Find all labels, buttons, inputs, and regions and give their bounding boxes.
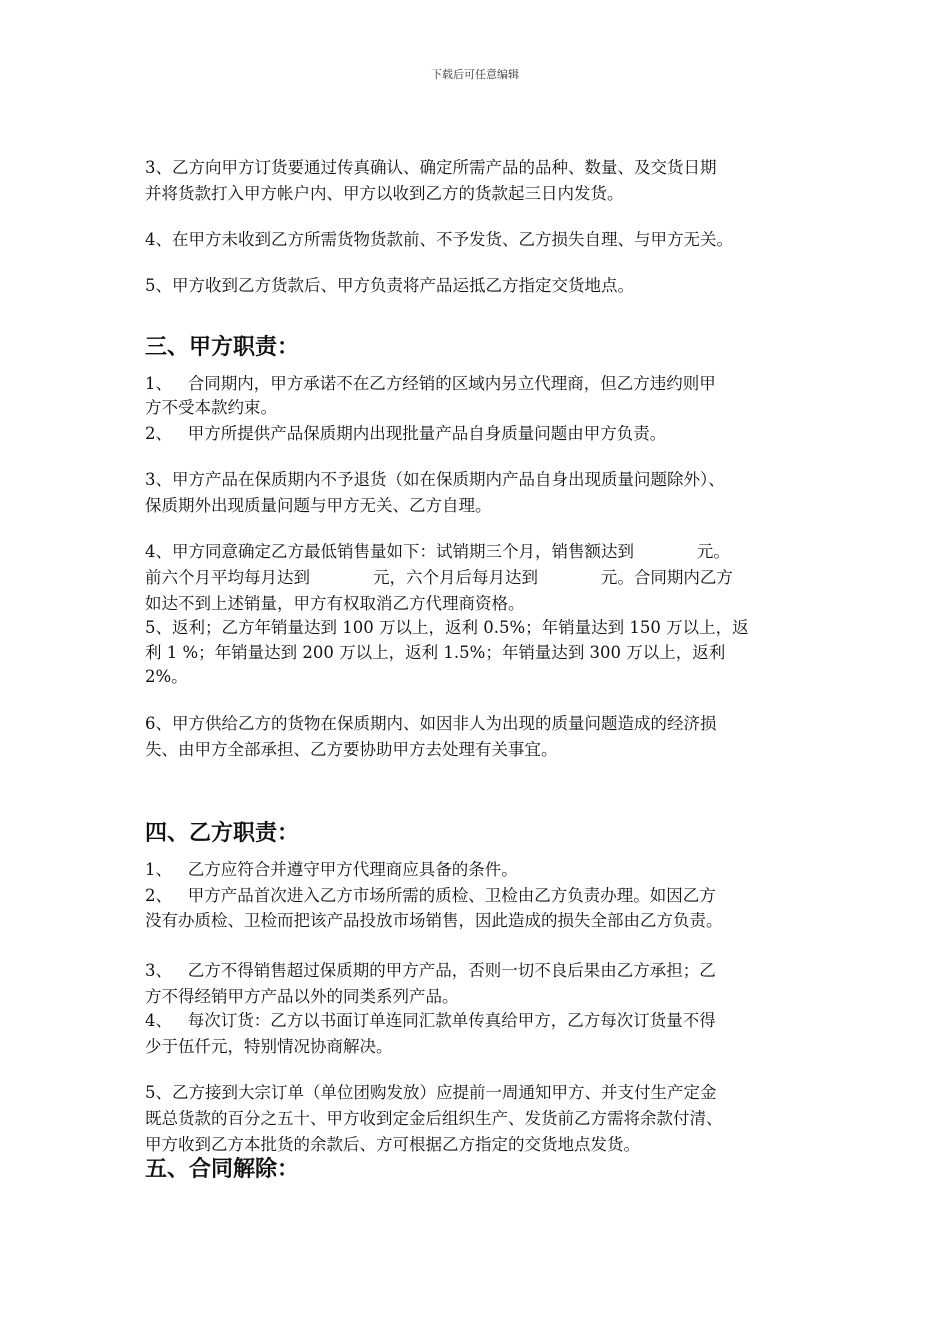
clause-line: 3、甲方产品在保质期内不予退货（如在保质期内产品自身出现质量问题除外）、 <box>145 470 725 489</box>
clause-line: 5、乙方接到大宗订单（单位团购发放）应提前一周通知甲方、并支付生产定金 <box>145 1083 717 1102</box>
clause-line: 前六个月平均每月达到 元，六个月后每月达到 元。合同期内乙方 <box>145 568 733 587</box>
clause-line: 如达不到上述销量，甲方有权取消乙方代理商资格。 <box>145 594 525 613</box>
clause-line: 3、乙方向甲方订货要通过传真确认、确定所需产品的品种、数量、及交货日期 <box>145 158 717 177</box>
clause-line: 少于伍仟元，特别情况协商解决。 <box>145 1037 393 1056</box>
clause-line: 既总货款的百分之五十、甲方收到定金后组织生产、发货前乙方需将余款付清、 <box>145 1109 723 1128</box>
clause-line: 甲方收到乙方本批货的余款后、方可根据乙方指定的交货地点发货。 <box>145 1135 640 1154</box>
clause-line: 2、 甲方所提供产品保质期内出现批量产品自身质量问题由甲方负责。 <box>145 424 667 443</box>
section-heading: 三、甲方职责： <box>145 334 300 360</box>
section-heading: 四、乙方职责： <box>145 820 300 846</box>
clause-line: 4、甲方同意确定乙方最低销售量如下：试销期三个月，销售额达到 元。 <box>145 542 730 561</box>
clause-line: 并将货款打入甲方帐户内、甲方以收到乙方的货款起三日内发货。 <box>145 184 624 203</box>
clause-line: 没有办质检、卫检而把该产品投放市场销售，因此造成的损失全部由乙方负责。 <box>145 911 723 930</box>
clause-line: 利 1 %；年销量达到 200 万以上，返利 1.5%；年销量达到 300 万以上，返利 <box>145 643 726 662</box>
clause-line: 1、 合同期内，甲方承诺不在乙方经销的区域内另立代理商，但乙方违约则甲 <box>145 374 716 393</box>
clause-line: 保质期外出现质量问题与甲方无关、乙方自理。 <box>145 496 492 515</box>
clause-line: 4、在甲方未收到乙方所需货物货款前、不予发货、乙方损失自理、与甲方无关。 <box>145 230 733 249</box>
clause-line: 6、甲方供给乙方的货物在保质期内、如因非人为出现的质量问题造成的经济损 <box>145 714 717 733</box>
clause-line: 方不受本款约束。 <box>145 398 277 417</box>
clause-line: 5、甲方收到乙方货款后、甲方负责将产品运抵乙方指定交货地点。 <box>145 276 634 295</box>
clause-line: 1、 乙方应符合并遵守甲方代理商应具备的条件。 <box>145 860 518 879</box>
clause-line: 2、 甲方产品首次进入乙方市场所需的质检、卫检由乙方负责办理。如因乙方 <box>145 886 716 905</box>
section-heading: 五、合同解除： <box>145 1156 300 1182</box>
clause-line: 3、 乙方不得销售超过保质期的甲方产品，否则一切不良后果由乙方承担；乙 <box>145 961 716 980</box>
clause-line: 5、返利；乙方年销量达到 100 万以上，返利 0.5%；年销量达到 150 万以上，返 <box>145 618 749 637</box>
clause-line: 失、由甲方全部承担、乙方要协助甲方去处理有关事宜。 <box>145 740 558 759</box>
page-header: 下载后可任意编辑 <box>431 68 519 81</box>
clause-line: 4、 每次订货：乙方以书面订单连同汇款单传真给甲方，乙方每次订货量不得 <box>145 1011 716 1030</box>
clause-line: 方不得经销甲方产品以外的同类系列产品。 <box>145 987 459 1006</box>
clause-line: 2%。 <box>145 667 188 686</box>
